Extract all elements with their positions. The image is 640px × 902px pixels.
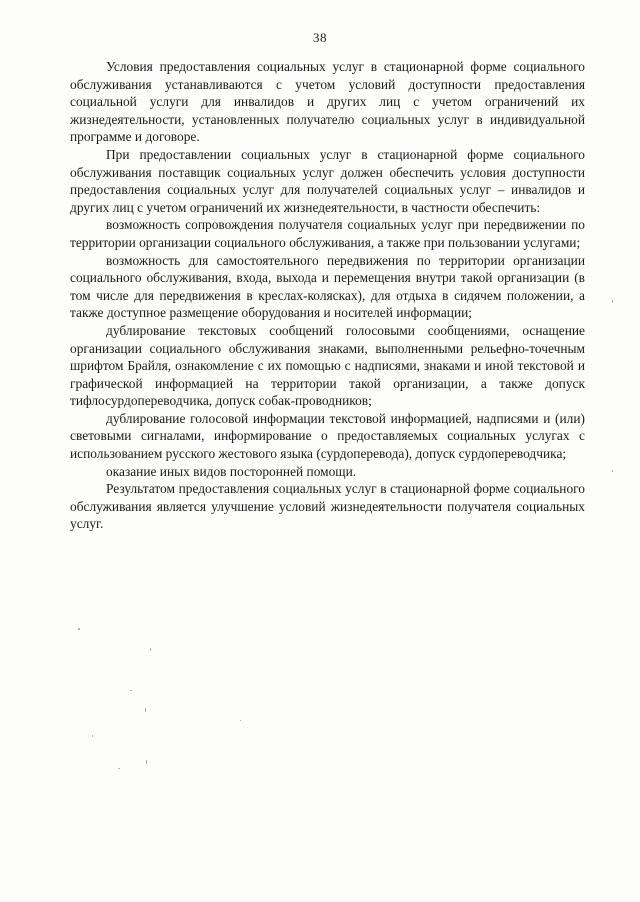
scan-speck (240, 720, 241, 721)
paragraph-text-duplication: дублирование голосовой информации текстовой информацией, надписями и (или) световыми сигналами, информирование о предоставляемых социальных услугах с использованием русского жестового языка (сурдоперевода), допуск сурдопереводчика; (70, 410, 585, 462)
paragraph-conditions: Условия предоставления социальных услуг в стационарной форме социального обслуживания устанавливаются с учетом условий доступности предоставления социальной услуги для инвалидов и других лиц с учетом ограничений их жизнедеятельности, установленных получателю социальных услуг в индивидуальной программе и договоре. (70, 59, 585, 145)
scan-speck (612, 470, 613, 472)
scan-speck (612, 300, 613, 303)
scan-speck (150, 648, 151, 651)
paragraph-escort: возможность сопровождения получателя социальных услуг при передвижении по территории организации социального обслуживания, а также при пользовании услугами; (70, 217, 585, 250)
scan-speck (130, 690, 132, 691)
document-body (70, 58, 585, 533)
paragraph-result: Результатом предоставления социальных услуг в стационарной форме социального обслуживания является улучшение условий жизнедеятельности получателя социальных услуг. (70, 481, 585, 532)
scan-speck (145, 708, 146, 712)
paragraph-provider-obligations: При предоставлении социальных услуг в стационарной форме социального обслуживания поставщик социальных услуг должен обеспечить условия доступности предоставления социальных услуг для получателей социальных услуг – инвалидов и других лиц с учетом ограничений их жизнедеятельности, в частности обеспечить: (70, 146, 585, 215)
scan-speck (146, 760, 147, 764)
page-number: 38 (313, 30, 327, 45)
scan-speck (78, 628, 80, 630)
paragraph-other-help: оказание иных видов посторонней помощи. (106, 463, 357, 479)
paragraph-voice-duplication: дублирование текстовых сообщений голосовыми сообщениями, оснащение организации социального обслуживания знаками, выполненными рельефно-точечным шрифтом Брайля, ознакомление с их помощью с надписями, знаками и иной текстовой и графической информацией на территории такой организации, а также допуск тифлосурдопереводчика, допуск собак-проводников; (70, 322, 585, 409)
scan-speck (92, 735, 93, 737)
scan-speck (118, 768, 120, 769)
paragraph-independent-movement: возможность для самостоятельного передвижения по территории организации социального обслуживания, входа, выхода и перемещения внутри такой организации (в том числе для передвижения в креслах-колясках), для отдыха в сидячем положении, а также доступное размещение оборудования и носителей информации; (70, 252, 585, 321)
